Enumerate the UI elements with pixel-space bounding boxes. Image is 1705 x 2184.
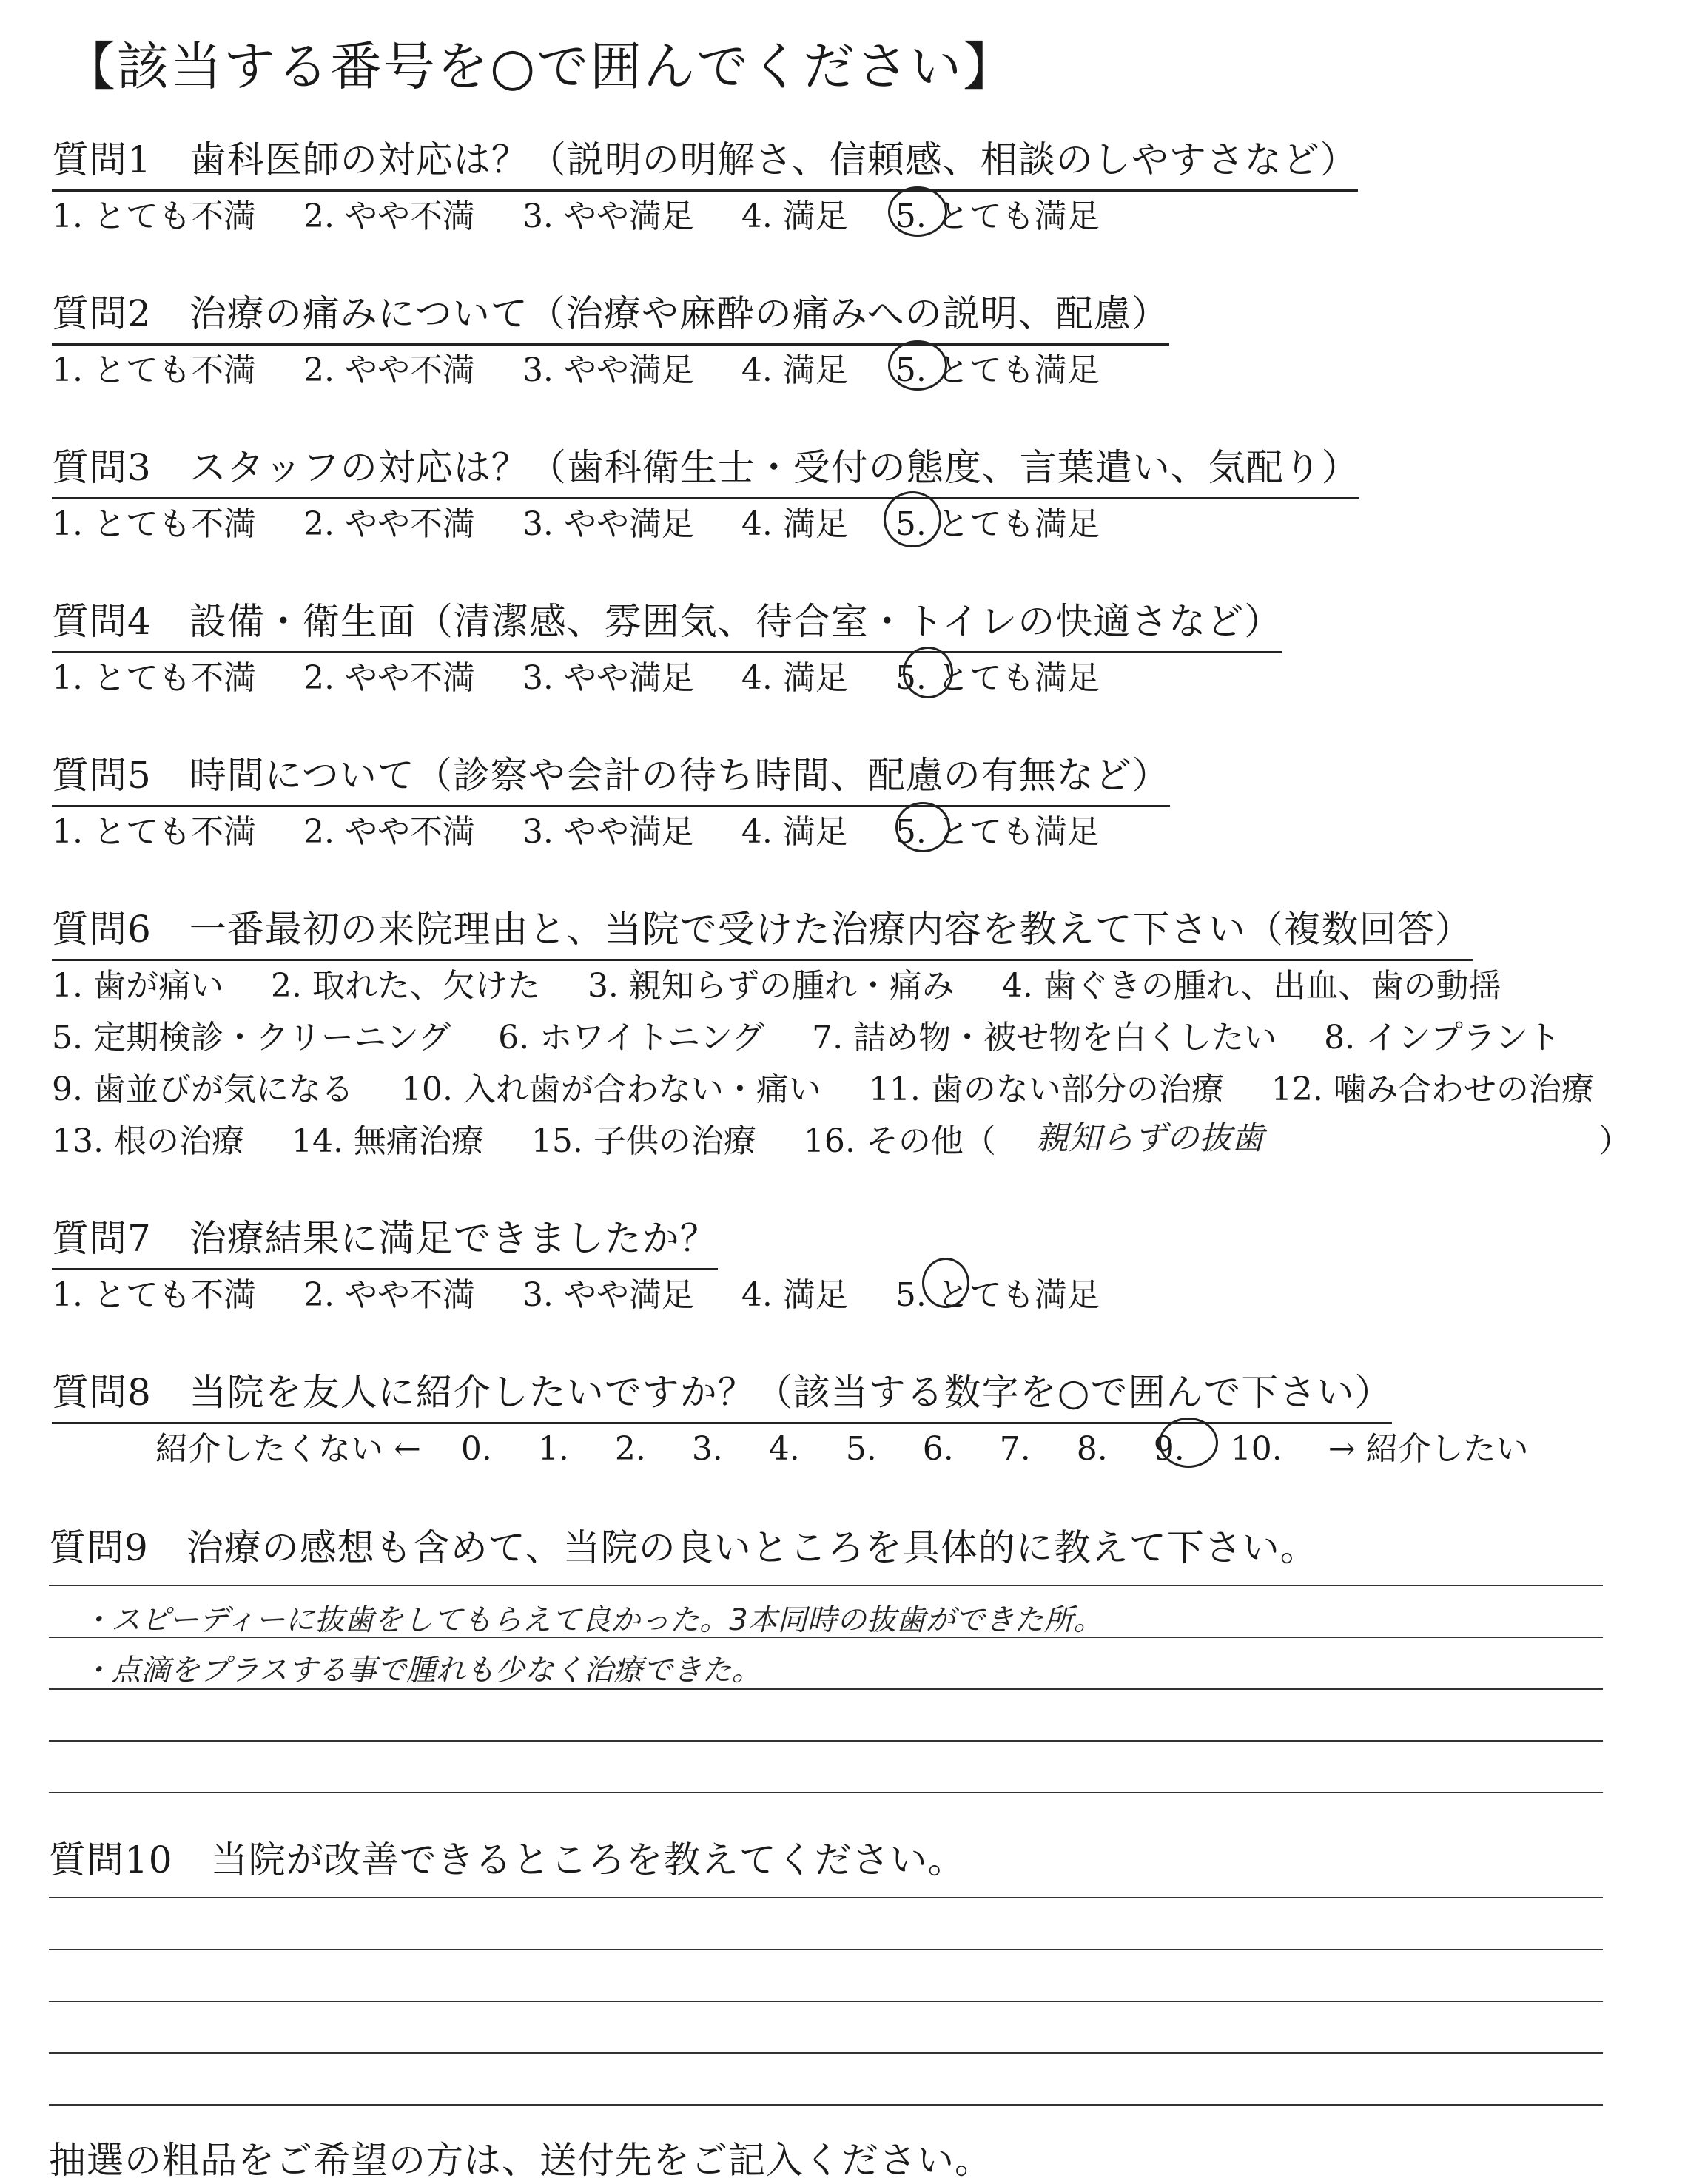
q8-scale-6[interactable]: 6. <box>922 1430 954 1468</box>
question-5-options <box>52 805 1137 852</box>
q3-option-5-selected[interactable]: 5. とても満足 <box>895 505 1100 543</box>
q6-other-handwritten: 親知らずの抜歯 <box>1036 1119 1264 1157</box>
question-3-options <box>52 497 1137 545</box>
q6-option-8[interactable]: 8. インプラント <box>1324 1019 1561 1056</box>
q8-scale-left-label: 紹介したくない ← <box>155 1430 421 1468</box>
q10-answer-line-4 <box>49 2052 1603 2054</box>
q6-option-4[interactable]: 4. 歯ぐきの腫れ、出血、歯の動揺 <box>1001 967 1501 1005</box>
q8-scale <box>155 1422 1566 1469</box>
q2-option-5-selected[interactable]: 5. とても満足 <box>895 351 1100 389</box>
q7-option-2[interactable]: 2. やや不満 <box>303 1276 475 1314</box>
q6-row-4 <box>52 1114 1011 1162</box>
q3-option-3[interactable]: 3. やや満足 <box>522 505 694 543</box>
q2-option-3[interactable]: 3. やや満足 <box>522 351 694 389</box>
q8-scale-4[interactable]: 4. <box>768 1430 800 1468</box>
q8-scale-right-label: → 紹介したい <box>1328 1430 1529 1468</box>
question-9-title: 質問9 治療の感想も含めて、当院の良いところを具体的に教えて下さい。 <box>49 1526 1318 1569</box>
q9-answer-line-1 <box>49 1585 1603 1586</box>
q6-option-3[interactable]: 3. 親知らずの腫れ・痛み <box>587 967 955 1005</box>
q6-option-1[interactable]: 1. 歯が痛い <box>52 967 223 1005</box>
q6-option-6[interactable]: 6. ホワイトニング <box>498 1019 765 1056</box>
q6-option-15[interactable]: 15. 子供の治療 <box>531 1122 756 1160</box>
q3-option-2[interactable]: 2. やや不満 <box>303 505 475 543</box>
q9-answer-2: ・点滴をプラスする事で腫れも少なく治療できた。 <box>81 1654 761 1688</box>
question-2-title: 質問2 治療の痛みについて（治療や麻酔の痛みへの説明、配慮） <box>52 284 1169 346</box>
q5-option-5-selected[interactable]: 5. とても満足 <box>895 813 1100 851</box>
q4-option-4[interactable]: 4. 満足 <box>741 659 848 697</box>
question-1-title: 質問1 歯科医師の対応は？（説明の明解さ、信頼感、相談のしやすさなど） <box>52 130 1358 192</box>
q1-option-4[interactable]: 4. 満足 <box>741 198 848 235</box>
q9-answer-line-3 <box>49 1688 1603 1690</box>
question-7-options <box>52 1268 1137 1315</box>
question-8-title: 質問8 当院を友人に紹介したいですか？（該当する数字を○で囲んで下さい） <box>52 1363 1392 1424</box>
q6-option-2[interactable]: 2. 取れた、欠けた <box>270 967 540 1005</box>
question-4-options <box>52 651 1137 698</box>
q5-option-4[interactable]: 4. 満足 <box>741 813 848 851</box>
question-1-options <box>52 189 1137 237</box>
q6-option-13[interactable]: 13. 根の治療 <box>52 1122 244 1160</box>
q2-option-2[interactable]: 2. やや不満 <box>303 351 475 389</box>
q10-answer-line-3 <box>49 2001 1603 2002</box>
q8-scale-9[interactable]: 9. <box>1153 1430 1185 1468</box>
q8-scale-2[interactable]: 2. <box>614 1430 646 1468</box>
question-5-title: 質問5 時間について（診察や会計の待ち時間、配慮の有無など） <box>52 746 1170 807</box>
q7-option-4[interactable]: 4. 満足 <box>741 1276 848 1314</box>
q6-option-5[interactable]: 5. 定期検診・クリーニング <box>52 1019 451 1056</box>
q3-option-4[interactable]: 4. 満足 <box>741 505 848 543</box>
q1-option-3[interactable]: 3. やや満足 <box>522 198 694 235</box>
q8-scale-7[interactable]: 7. <box>999 1430 1031 1468</box>
question-3-title: 質問3 スタッフの対応は？（歯科衛生士・受付の態度、言葉遣い、気配り） <box>52 438 1359 499</box>
q5-option-3[interactable]: 3. やや満足 <box>522 813 694 851</box>
q8-scale-5[interactable]: 5. <box>845 1430 877 1468</box>
q4-option-2[interactable]: 2. やや不満 <box>303 659 475 697</box>
q2-option-4[interactable]: 4. 満足 <box>741 351 848 389</box>
q6-option-16[interactable]: 16. その他（ <box>803 1122 996 1160</box>
q8-scale-10-selected[interactable]: 10. <box>1230 1430 1282 1468</box>
q10-answer-line-1 <box>49 1897 1603 1898</box>
q10-answer-line-5 <box>49 2104 1603 2106</box>
q7-option-5-selected[interactable]: 5. とても満足 <box>895 1276 1100 1314</box>
form-header: 【該当する番号を○で囲んでください】 <box>64 36 1017 97</box>
q5-option-1[interactable]: 1. とても不満 <box>52 813 256 851</box>
footer-note: 抽選の粗品をご希望の方は、送付先をご記入ください。 <box>49 2139 992 2182</box>
q1-option-5-selected[interactable]: 5. とても満足 <box>895 198 1100 235</box>
q6-other-close-paren: ） <box>1598 1122 1631 1160</box>
q6-option-10[interactable]: 10. 入れ歯が合わない・痛い <box>400 1071 821 1108</box>
q6-option-12[interactable]: 12. 噛み合わせの治療 <box>1271 1071 1594 1108</box>
q7-option-3[interactable]: 3. やや満足 <box>522 1276 694 1314</box>
q9-answer-line-2 <box>49 1637 1603 1638</box>
q2-option-1[interactable]: 1. とても不満 <box>52 351 256 389</box>
question-10-title: 質問10 当院が改善できるところを教えてください。 <box>49 1838 966 1881</box>
q9-answer-line-4 <box>49 1740 1603 1742</box>
question-6-title: 質問6 一番最初の来院理由と、当院で受けた治療内容を教えて下さい（複数回答） <box>52 900 1473 961</box>
q4-option-1[interactable]: 1. とても不満 <box>52 659 256 697</box>
q8-scale-8[interactable]: 8. <box>1076 1430 1108 1468</box>
q1-option-1[interactable]: 1. とても不満 <box>52 198 256 235</box>
q6-row-3 <box>52 1062 1631 1110</box>
q8-scale-3[interactable]: 3. <box>691 1430 723 1468</box>
q9-answer-line-5 <box>49 1792 1603 1793</box>
q6-option-14[interactable]: 14. 無痛治療 <box>291 1122 484 1160</box>
q5-option-2[interactable]: 2. やや不満 <box>303 813 475 851</box>
question-4-title: 質問4 設備・衛生面（清潔感、雰囲気、待合室・トイレの快適さなど） <box>52 592 1282 653</box>
question-7-title: 質問7 治療結果に満足できましたか？ <box>52 1209 718 1270</box>
q3-option-1[interactable]: 1. とても不満 <box>52 505 256 543</box>
q6-option-11[interactable]: 11. 歯のない部分の治療 <box>868 1071 1224 1108</box>
q8-scale-1[interactable]: 1. <box>537 1430 569 1468</box>
q10-answer-line-2 <box>49 1949 1603 1950</box>
question-2-options <box>52 343 1137 391</box>
q8-scale-0[interactable]: 0. <box>460 1430 492 1468</box>
q4-option-5-selected[interactable]: 5. とても満足 <box>895 659 1100 697</box>
q6-row-2 <box>52 1011 1598 1058</box>
q6-option-9[interactable]: 9. 歯並びが気になる <box>52 1071 354 1108</box>
q9-answer-1: ・スピーディーに抜歯をしてもらえて良かった。3本同時の抜歯ができた所。 <box>81 1603 1103 1637</box>
q6-option-7[interactable]: 7. 詰め物・被せ物を白くしたい <box>812 1019 1277 1056</box>
q1-option-2[interactable]: 2. やや不満 <box>303 198 475 235</box>
q6-row-1 <box>52 959 1538 1006</box>
q4-option-3[interactable]: 3. やや満足 <box>522 659 694 697</box>
q7-option-1[interactable]: 1. とても不満 <box>52 1276 256 1314</box>
